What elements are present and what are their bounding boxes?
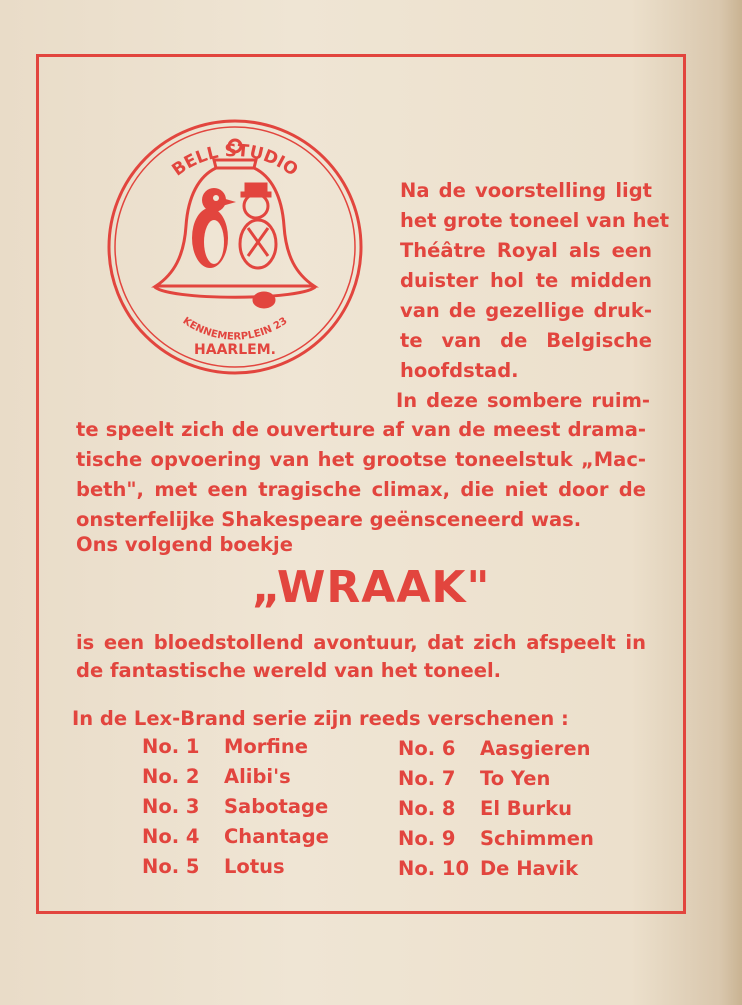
series-number: No. 7 <box>398 767 456 790</box>
series-title: Alibi's <box>224 765 291 788</box>
series-title: De Havik <box>480 857 579 880</box>
series-item <box>142 852 329 882</box>
series-item <box>398 794 594 824</box>
series-title: Schimmen <box>480 827 594 850</box>
body-first-line: In deze sombere ruim- <box>396 389 650 412</box>
series-number: No. 6 <box>398 737 456 760</box>
series-number: No. 2 <box>142 765 200 788</box>
series-title: Lotus <box>224 855 285 878</box>
series-number: No. 5 <box>142 855 200 878</box>
booklet-title: „WRAAK" <box>251 562 491 613</box>
series-item <box>142 792 329 822</box>
series-item <box>398 764 594 794</box>
teaser-line: is een bloedstollend avontuur, dat zich afspeelt in <box>76 631 646 654</box>
body-line: te speelt zich de ouverture af van de meest drama- <box>76 418 646 441</box>
series-title: El Burku <box>480 797 573 820</box>
body-line: beth", met een tragische climax, die niet door de <box>76 478 646 501</box>
series-number: No. 9 <box>398 827 456 850</box>
series-title: Sabotage <box>224 795 329 818</box>
series-item <box>142 822 329 852</box>
series-item <box>142 732 329 762</box>
series-number: No. 4 <box>142 825 200 848</box>
series-heading: In de Lex-Brand serie zijn reeds verschenen : <box>72 707 569 730</box>
intro-line: hoofdstad. <box>400 359 519 382</box>
seal-address-text: KENNEMERPLEIN 23 <box>180 315 290 343</box>
series-title: Aasgieren <box>480 737 591 760</box>
intro-line: Théâtre Royal als een <box>400 239 652 262</box>
series-item <box>142 762 329 792</box>
series-number: No. 8 <box>398 797 456 820</box>
teaser-line: de fantastische wereld van het toneel. <box>76 659 502 682</box>
series-title: Morfine <box>224 735 308 758</box>
series-list-right <box>398 734 594 884</box>
series-title: To Yen <box>480 767 551 790</box>
series-number: No. 3 <box>142 795 200 818</box>
seal-city-text: HAARLEM. <box>194 342 276 358</box>
next-booklet-text: Ons volgend boekje <box>76 533 293 556</box>
series-number: No. 1 <box>142 735 200 758</box>
intro-line: duister hol te midden <box>400 269 652 292</box>
series-item <box>398 824 594 854</box>
intro-line: van de gezellige druk- <box>400 299 652 322</box>
snowman-figure-icon <box>240 184 276 268</box>
body-line: tische opvoering van het grootse toneelstuk „Mac- <box>76 448 646 471</box>
body-line: onsterfelijke Shakespeare geënsceneerd was. <box>76 508 582 531</box>
bell-studio-seal <box>104 116 366 378</box>
series-item <box>398 854 594 884</box>
intro-line: Na de voorstelling ligt <box>400 179 652 202</box>
series-title: Chantage <box>224 825 329 848</box>
series-item <box>398 734 594 764</box>
series-number: No. 10 <box>398 857 470 880</box>
series-list-left <box>142 732 329 882</box>
seal-top-text: BELL STUDIO <box>168 140 302 181</box>
intro-line: het grote toneel van het <box>400 209 670 232</box>
intro-line: te van de Belgische <box>400 329 652 352</box>
penguin-icon <box>192 188 236 268</box>
